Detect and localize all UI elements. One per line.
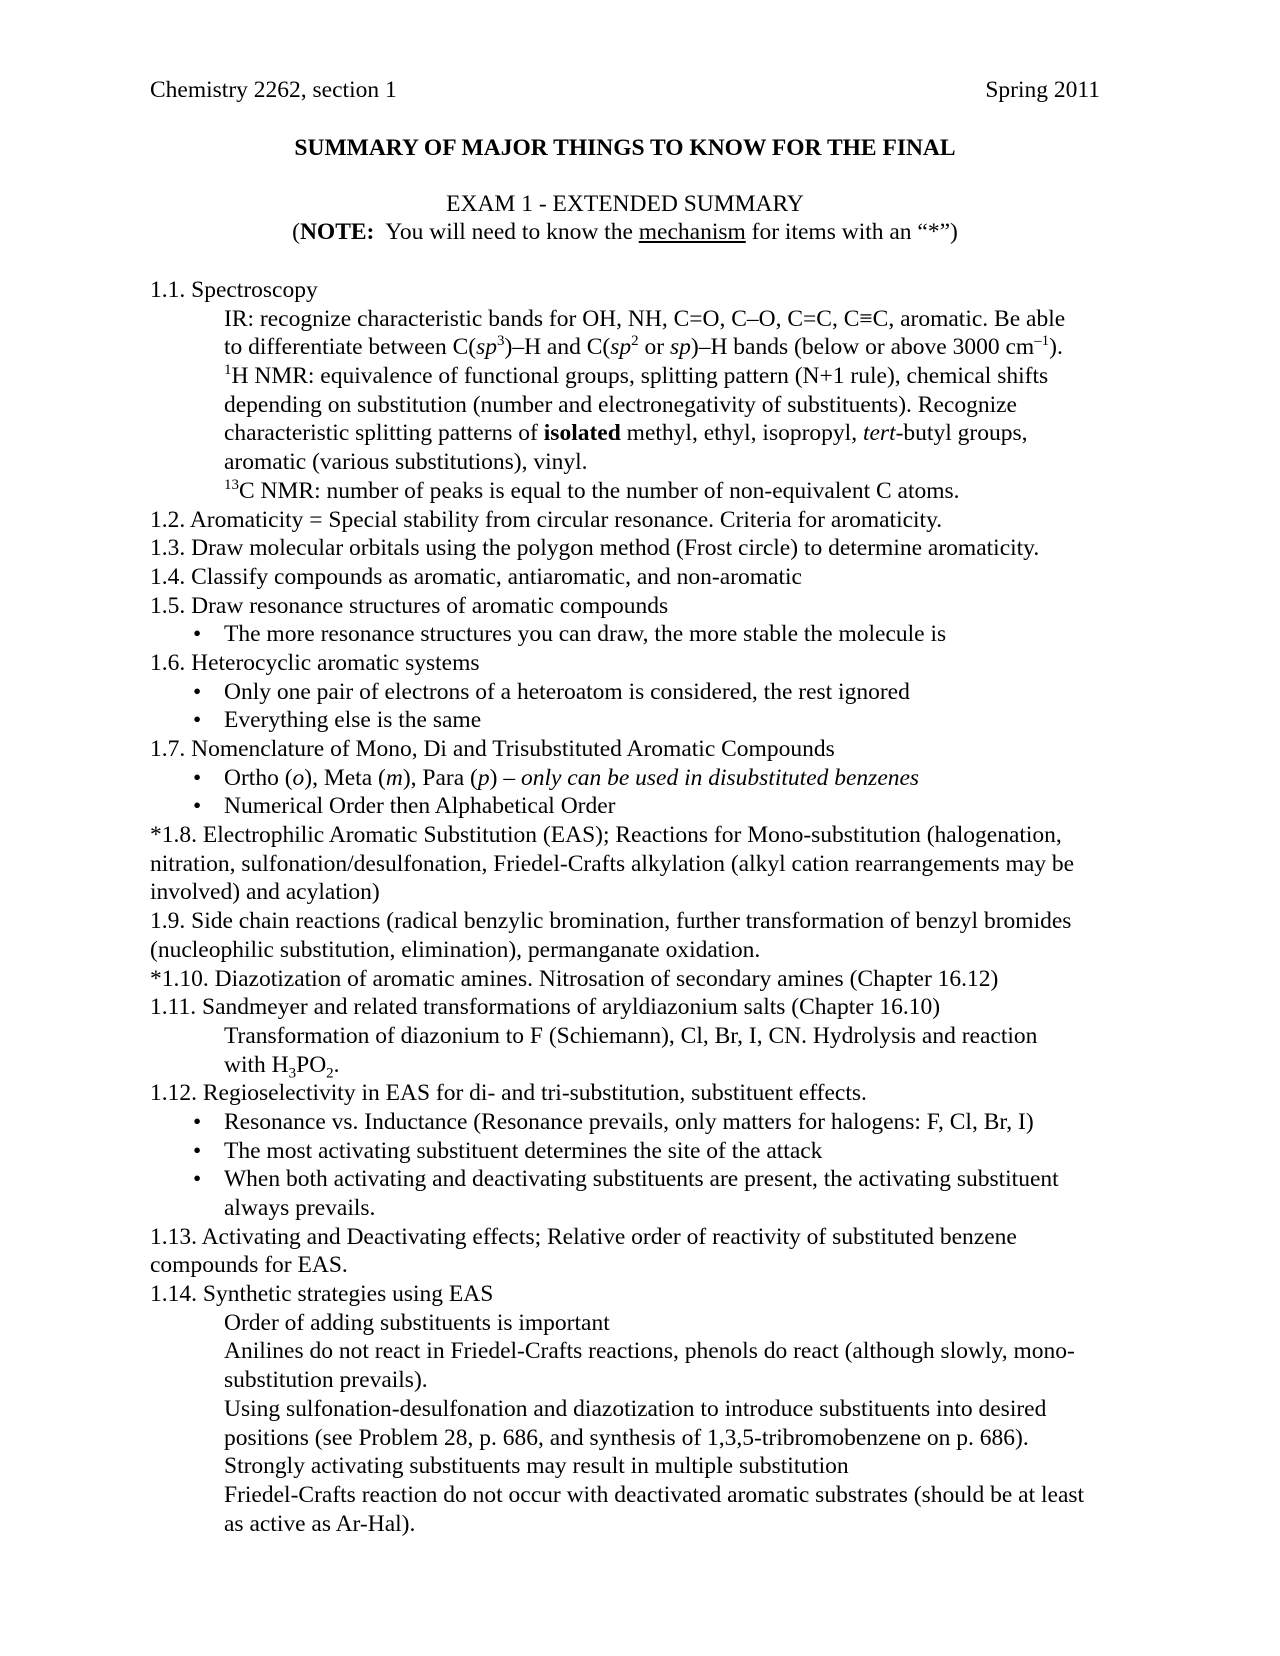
- bullet-text: Numerical Order then Alphabetical Order: [224, 793, 616, 820]
- item-1-4: 1.4. Classify compounds as aromatic, antiaromatic, and non-aromatic: [150, 563, 802, 590]
- meta-text: ), Meta (: [304, 764, 386, 791]
- note-text-pre: You will need to know the: [374, 219, 639, 245]
- sp2-label: sp: [610, 334, 632, 361]
- o2-subscript: 2: [326, 1065, 334, 1082]
- item-1-8-line-1: *1.8. Electrophilic Aromatic Substitution (EAS); Reactions for Mono-substitution (halogenation,: [150, 822, 1062, 849]
- item-1-11-line-3: [150, 1051, 1140, 1080]
- hnmr-line-4: aromatic (various substitutions), vinyl.: [224, 449, 588, 476]
- h-superscript: 1: [224, 362, 232, 379]
- term-label: Spring 2011: [985, 77, 1100, 103]
- item-1-8-line-3: involved) and acylation): [150, 879, 380, 906]
- hnmr-text-3b: methyl, ethyl, isopropyl,: [620, 420, 863, 447]
- item-1-13-line-1: 1.13. Activating and Deactivating effects; Relative order of reactivity of substituted benzene: [150, 1223, 1017, 1250]
- item-1-14-line-8: as active as Ar-Hal).: [224, 1510, 416, 1537]
- bullet-item: [150, 764, 1140, 793]
- bullet-item: [150, 678, 1140, 707]
- hnmr-text-1: H NMR: equivalence of functional groups, splitting pattern (N+1 rule), chemical shifts: [231, 363, 1049, 390]
- bullet-icon: •: [193, 1108, 202, 1135]
- exam-summary-heading: EXAM 1 - EXTENDED SUMMARY: [446, 191, 804, 217]
- item-1-6: 1.6. Heterocyclic aromatic systems: [150, 649, 480, 676]
- ortho-abbrev: o: [292, 764, 305, 791]
- cm-superscript: –1: [1034, 333, 1050, 350]
- item-1-14-line-7: Friedel-Crafts reaction do not occur with deactivated aromatic substrates (should be at least: [224, 1481, 1085, 1508]
- item-1-14-line-4: Using sulfonation-desulfonation and diazotization to introduce substituents into desired: [224, 1395, 1047, 1422]
- ir-line-2: [150, 333, 1140, 362]
- bullet-icon: •: [193, 1137, 202, 1164]
- item-1-9-line-1: 1.9. Side chain reactions (radical benzylic bromination, further transformation of benzyl bromides: [150, 908, 1072, 935]
- bullet-item: [150, 706, 1140, 735]
- ir-text-a: to differentiate between C(: [224, 334, 477, 361]
- item-1-10: *1.10. Diazotization of aromatic amines. Nitrosation of secondary amines (Chapter 16.12): [150, 965, 999, 992]
- item-1-14-line-5: positions (see Problem 28, p. 686, and synthesis of 1,3,5-tribromobenzene on p. 686).: [224, 1424, 1029, 1451]
- summary-list: [150, 276, 1140, 1538]
- course-label: Chemistry 2262, section 1: [150, 77, 397, 103]
- item-1-7: 1.7. Nomenclature of Mono, Di and Trisubstituted Aromatic Compounds: [150, 736, 835, 762]
- hnmr-text-3c: -butyl groups,: [895, 420, 1028, 447]
- bullet-icon: •: [193, 707, 202, 734]
- note-underlined-word: mechanism: [638, 219, 746, 245]
- item-1-11: 1.11. Sandmeyer and related transformations of aryldiazonium salts (Chapter 16.10): [150, 994, 941, 1021]
- with-h-text: with H: [224, 1051, 289, 1078]
- period-text: .: [333, 1051, 340, 1078]
- ir-text-e: ).: [1049, 334, 1063, 361]
- item-1-14: 1.14. Synthetic strategies using EAS: [150, 1281, 494, 1308]
- section-heading: [150, 190, 1100, 246]
- disubstituted-note: only can be used in disubstituted benzenes: [520, 764, 920, 791]
- ir-line-1: IR: recognize characteristic bands for OH, NH, C=O, C–O, C=C, C≡C, aromatic. Be able: [224, 305, 1066, 332]
- c13-superscript: 13: [224, 476, 239, 493]
- bullet-continuation: always prevails.: [224, 1195, 376, 1221]
- page-header: [150, 76, 1100, 106]
- meta-abbrev: m: [385, 764, 403, 791]
- para-text: ), Para (: [402, 764, 478, 791]
- item-1-9-line-2: (nucleophilic substitution, elimination), permanganate oxidation.: [150, 936, 761, 963]
- bullet-item: [150, 1137, 1140, 1166]
- bullet-icon: •: [193, 793, 202, 820]
- item-1-13-line-2: compounds for EAS.: [150, 1252, 348, 1279]
- bullet-icon: •: [193, 678, 202, 705]
- ortho-text: Ortho (: [224, 764, 293, 791]
- bullet-item: [150, 792, 1140, 821]
- hnmr-line-2: depending on substitution (number and electronegativity of substituents). Recognize: [224, 391, 1017, 418]
- bullet-item: [150, 1165, 1140, 1194]
- bullet-text: Resonance vs. Inductance (Resonance prevails, only matters for halogens: F, Cl, Br, I): [224, 1108, 1034, 1135]
- hnmr-line-3: [150, 419, 1140, 448]
- document-title: SUMMARY OF MAJOR THINGS TO KNOW FOR THE FINAL: [294, 135, 956, 161]
- bullet-text: Everything else is the same: [224, 707, 482, 734]
- note-label: NOTE:: [299, 219, 375, 245]
- isolated-bold: isolated: [543, 420, 621, 447]
- cnmr-line: [150, 477, 1140, 506]
- tert-italic: tert: [862, 420, 896, 447]
- bullet-icon: •: [193, 621, 202, 648]
- item-1-3: 1.3. Draw molecular orbitals using the polygon method (Frost circle) to determine aromaticity.: [150, 535, 1040, 562]
- bullet-item: [150, 1108, 1140, 1137]
- bullet-text: The more resonance structures you can draw, the more stable the molecule is: [224, 621, 947, 648]
- ir-text-c: or: [638, 334, 670, 361]
- po-text: PO: [296, 1051, 327, 1078]
- mechanism-note: [150, 218, 1100, 246]
- item-1-2: 1.2. Aromaticity = Special stability from circular resonance. Criteria for aromaticity.: [150, 506, 943, 533]
- cnmr-text: C NMR: number of peaks is equal to the number of non-equivalent C atoms.: [239, 477, 960, 504]
- item-1-14-line-6: Strongly activating substituents may result in multiple substitution: [224, 1453, 849, 1480]
- item-1-12: 1.12. Regioselectivity in EAS for di- and tri-substitution, substituent effects.: [150, 1080, 867, 1107]
- sp3-label: sp: [476, 334, 497, 361]
- ir-text-d: )–H bands (below or above 3000 cm: [690, 334, 1035, 361]
- note-open-paren: (: [292, 219, 300, 245]
- hnmr-text-3a: characteristic splitting patterns of: [224, 420, 544, 447]
- bullet-icon: •: [193, 764, 202, 791]
- sp3-superscript: 3: [497, 333, 505, 350]
- item-1-5: 1.5. Draw resonance structures of aromatic compounds: [150, 592, 669, 619]
- item-1-14-line-3: substitution prevails).: [224, 1367, 428, 1394]
- sp2-superscript: 2: [631, 333, 639, 350]
- item-1-11-line-2: Transformation of diazonium to F (Schiemann), Cl, Br, I, CN. Hydrolysis and reaction: [224, 1022, 1038, 1049]
- sp-label: sp: [669, 334, 691, 361]
- note-text-post: for items with an “*”): [745, 219, 958, 245]
- item-1-14-line-2: Anilines do not react in Friedel-Crafts reactions, phenols do react (although slowly, mono-: [224, 1338, 1075, 1365]
- h3-subscript: 3: [288, 1065, 297, 1082]
- bullet-icon: •: [193, 1166, 202, 1193]
- bullet-text: Only one pair of electrons of a heteroatom is considered, the rest ignored: [224, 678, 910, 705]
- dash-text: ) –: [489, 764, 521, 791]
- item-1-8-line-2: nitration, sulfonation/desulfonation, Friedel-Crafts alkylation (alkyl cation rearrangements may be: [150, 850, 1075, 877]
- para-abbrev: p: [477, 764, 490, 791]
- hnmr-line-1: [150, 362, 1140, 391]
- bullet-text: The most activating substituent determines the site of the attack: [224, 1137, 823, 1164]
- item-1-1-heading: 1.1. Spectroscopy: [150, 277, 318, 303]
- bullet-text: When both activating and deactivating substituents are present, the activating substituent: [224, 1166, 1059, 1193]
- bullet-item: [150, 620, 1140, 649]
- ir-text-b: )–H and C(: [504, 334, 611, 361]
- item-1-14-line-1: Order of adding substituents is important: [224, 1309, 610, 1336]
